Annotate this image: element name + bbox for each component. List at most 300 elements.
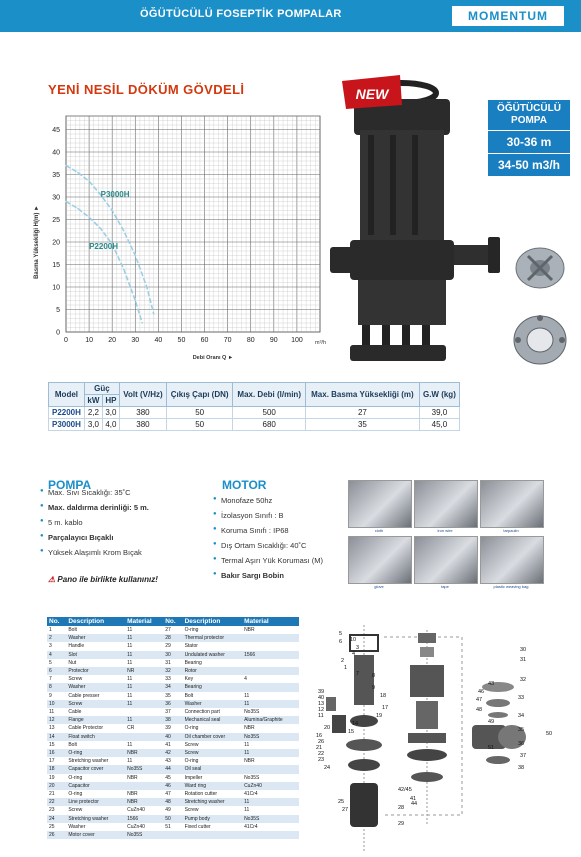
parts-cell <box>242 642 299 650</box>
cell-gw: 45,0 <box>419 419 459 431</box>
parts-cell: 11 <box>242 700 299 708</box>
photo-caption: glove <box>374 584 384 589</box>
parts-cell: 11 <box>127 692 133 699</box>
parts-cell: 45 <box>165 774 171 781</box>
parts-cell: Motor cover <box>66 831 125 839</box>
parts-cell: 39 <box>165 725 171 732</box>
parts-cell: 11 <box>242 749 299 757</box>
parts-cell: 23 <box>49 807 55 814</box>
parts-cell: 14 <box>47 733 66 741</box>
parts-cell: 7 <box>49 676 52 683</box>
th-outlet: Çıkış Çapı (DN) <box>166 383 232 407</box>
cell-flow: 680 <box>233 419 306 431</box>
list-item: ● Max. Sıvı Sıcaklığı: 35˚C <box>40 488 190 497</box>
data-point-p3000h <box>88 181 89 182</box>
data-point-p2200h <box>88 217 89 218</box>
parts-cell: 8 <box>47 683 66 691</box>
parts-cell: NBR <box>125 798 163 806</box>
th-hp: HP <box>102 395 119 407</box>
parts-cell: 33 <box>165 676 171 683</box>
parts-cell: 13 <box>49 725 55 732</box>
performance-chart <box>28 92 328 372</box>
x-tick-label: 30 <box>131 337 140 344</box>
cell-dn: 50 <box>166 407 232 419</box>
parts-cell: Bearing <box>184 659 202 666</box>
warning <box>48 575 158 584</box>
y-axis-label: Basma Yüksekliği H(m) ► <box>34 205 40 279</box>
table-row <box>47 700 299 708</box>
parts-cell: 11 <box>125 716 163 724</box>
warning-icon: ⚠ <box>48 575 56 584</box>
table-row <box>47 757 299 765</box>
data-point-p3000h <box>135 255 136 256</box>
table-row <box>47 659 299 667</box>
spec-title-line2: POMPA <box>511 115 547 126</box>
table-row <box>47 782 299 790</box>
x-tick-label: 40 <box>154 337 163 344</box>
table-row <box>47 634 299 642</box>
parts-cell <box>183 831 243 839</box>
diagram-part-label: 40 <box>318 695 325 701</box>
parts-cell: 47 <box>165 791 171 798</box>
model-table <box>48 382 460 431</box>
parts-cell: Float switch <box>66 733 125 741</box>
parts-cell: Handle <box>68 643 85 650</box>
diagram-part-label: 14 <box>352 721 359 727</box>
parts-cell: 51 <box>165 823 171 830</box>
parts-cell: 11 <box>127 758 133 765</box>
photo-iron-wire <box>414 480 478 528</box>
parts-cell: Stretching washer <box>66 815 125 823</box>
parts-cell: Flange <box>66 716 125 724</box>
parts-cell: 36 <box>163 700 182 708</box>
parts-cell <box>163 831 182 839</box>
parts-cell: 1566 <box>242 651 299 659</box>
parts-cell: Pump body <box>183 815 243 823</box>
table-row <box>47 790 299 798</box>
spec-box <box>488 100 570 176</box>
x-axis-label: Debi Oranı Q ► <box>192 355 234 361</box>
parts-cell: 11 <box>244 692 250 699</box>
parts-cell: CuZn40 <box>127 823 145 830</box>
list-item: ● Koruma Sınıfı : IP68 <box>213 526 348 535</box>
series-label-p3000h: P3000H <box>100 190 130 199</box>
parts-header-1: Description <box>66 617 125 626</box>
diagram-part-label: 23 <box>318 757 325 763</box>
diagram-part-label: 12 <box>318 707 325 713</box>
motor-heading: MOTOR <box>222 478 267 492</box>
diagram-part-label: 22 <box>318 751 325 757</box>
parts-cell: NBR <box>244 627 255 633</box>
table-row <box>47 806 299 814</box>
parts-cell: 16 <box>47 749 66 757</box>
page-title: ÖĞÜTÜCÜLÜ FOSEPTİK POMPALAR <box>140 8 342 20</box>
data-point-p3000h <box>65 165 66 166</box>
y-tick-label: 20 <box>52 239 60 247</box>
parts-cell: 11 <box>242 798 299 806</box>
parts-cell: 1 <box>49 627 52 633</box>
parts-cell: No35S <box>242 733 299 741</box>
cell-hp: 4,0 <box>102 419 119 431</box>
parts-cell: Cable Protector <box>68 725 104 732</box>
photo-caption: tape <box>441 584 449 589</box>
x-tick-label: 80 <box>246 337 255 344</box>
table-row <box>47 675 299 683</box>
parts-cell: Rotation cutter <box>184 791 218 798</box>
parts-cell <box>125 708 163 716</box>
diagram-part-label: 1 <box>344 665 348 671</box>
th-maxhead: Max. Basma Yüksekliği (m) <box>305 383 419 407</box>
parts-cell: Line protector <box>66 798 125 806</box>
x-tick-label: 90 <box>269 337 278 344</box>
diagram-part-label: 11 <box>318 713 324 719</box>
parts-cell: Stator <box>184 643 198 650</box>
parts-cell: 31 <box>165 659 171 666</box>
parts-cell: 40 <box>163 733 182 741</box>
photo-tarpaulin <box>480 480 544 528</box>
parts-cell <box>242 765 299 773</box>
parts-cell: 34 <box>163 683 182 691</box>
x-tick-label: 70 <box>223 337 232 344</box>
parts-cell: 19 <box>49 774 55 781</box>
x-axis-unit: m³/h <box>315 340 326 346</box>
parts-header-4: Description <box>183 617 243 626</box>
parts-cell: Oil seal <box>183 765 243 773</box>
parts-cell: O-ring <box>66 749 125 757</box>
parts-cell: NR <box>125 667 163 675</box>
photo-tape <box>414 536 478 584</box>
cell-head: 35 <box>305 419 419 431</box>
data-point-p3000h <box>77 172 78 173</box>
parts-cell: 20 <box>47 782 66 790</box>
diagram-part-label: 44 <box>411 801 418 807</box>
data-point-p2200h <box>123 268 124 269</box>
y-tick-label: 35 <box>52 172 60 179</box>
diagram-part-label: 25 <box>338 799 345 805</box>
parts-cell: 18 <box>47 765 66 773</box>
parts-cell: 12 <box>47 716 66 724</box>
data-point-p3000h <box>123 230 124 231</box>
diagram-part-label: 49 <box>488 719 495 725</box>
diagram-part-label: 6 <box>339 639 343 645</box>
parts-cell: O-ring <box>68 791 83 798</box>
parts-cell: 11 <box>127 627 133 633</box>
parts-cell: Connection part <box>184 709 220 716</box>
th-kw: kW <box>84 395 102 407</box>
new-badge: NEW <box>355 86 389 102</box>
th-gw: G.W (kg) <box>419 383 459 407</box>
parts-cell: Stretching washer <box>68 758 109 765</box>
parts-cell: 15 <box>49 741 55 748</box>
cell-head: 27 <box>305 407 419 419</box>
parts-cell <box>125 733 163 741</box>
parts-header-2: Material <box>125 617 163 626</box>
parts-cell: 4 <box>244 676 247 683</box>
parts-cell <box>242 659 299 667</box>
diagram-part-label: 3 <box>356 645 360 651</box>
diagram-part-label: 26 <box>318 739 325 745</box>
y-tick-label: 0 <box>56 329 60 337</box>
parts-cell: O-ring <box>68 774 83 781</box>
parts-cell <box>242 634 299 642</box>
parts-cell: NBR <box>244 725 255 732</box>
parts-cell: 22 <box>47 798 66 806</box>
parts-cell: Impeller <box>184 774 203 781</box>
parts-cell: 41Cr4 <box>244 791 258 798</box>
diagram-part-label: 17 <box>382 705 389 711</box>
diagram-part-label: 5 <box>339 631 343 637</box>
parts-cell: No35S <box>125 765 163 773</box>
parts-cell: 11 <box>125 683 163 691</box>
x-tick-label: 20 <box>108 337 117 344</box>
parts-cell: Washer <box>66 634 125 642</box>
parts-cell: NBR <box>127 774 138 781</box>
parts-cell: 44 <box>163 765 182 773</box>
pompa-heading: POMPA <box>48 478 92 492</box>
parts-table <box>47 617 299 839</box>
parts-cell: 41 <box>165 741 171 748</box>
parts-cell: Cable <box>68 709 82 716</box>
parts-cell: 11 <box>49 709 55 716</box>
diagram-part-label: 7 <box>356 671 360 677</box>
parts-cell: Bolt <box>184 692 194 699</box>
list-item: ● Dış Ortam Sıcaklığı: 40˚C <box>213 541 348 550</box>
parts-cell: 10 <box>47 700 66 708</box>
cell-flow: 500 <box>233 407 306 419</box>
parts-cell: Bearing <box>183 683 243 691</box>
diagram-part-label: 37 <box>520 753 527 759</box>
table-row <box>49 419 460 431</box>
parts-cell: Mechanical seal <box>183 716 243 724</box>
parts-header-5: Material <box>242 617 299 626</box>
table-row <box>47 733 299 741</box>
diagram-part-label: 2 <box>341 658 345 664</box>
parts-cell: Protector <box>66 667 125 675</box>
table-row <box>47 683 299 691</box>
parts-cell: 46 <box>163 782 182 790</box>
table-row <box>47 651 299 659</box>
parts-cell: 11 <box>127 741 133 748</box>
parts-cell: O-ring <box>184 758 199 765</box>
parts-cell: 38 <box>163 716 182 724</box>
parts-cell: 28 <box>163 634 182 642</box>
diagram-part-label: 4 <box>352 651 356 657</box>
subtitle: YENİ NESİL DÖKÜM GÖVDELİ <box>48 82 245 97</box>
y-tick-label: 40 <box>52 149 60 157</box>
data-point-p2200h <box>135 300 136 301</box>
diagram-part-label: 8 <box>372 673 376 679</box>
parts-cell: 49 <box>165 807 171 814</box>
table-row <box>47 716 299 724</box>
cutter-part-image <box>508 238 573 298</box>
parts-cell: 43 <box>165 758 171 765</box>
parts-cell: O-ring <box>184 627 199 633</box>
cell-kw: 3,0 <box>84 419 102 431</box>
list-item: ● İzolasyon Sınıfı : B <box>213 511 348 520</box>
diagram-part-label: 33 <box>518 695 525 701</box>
parts-header-3: No. <box>163 617 182 626</box>
diagram-part-label: 13 <box>318 701 325 707</box>
parts-cell: Capacitor <box>66 782 125 790</box>
table-row <box>47 708 299 716</box>
parts-cell: No35S <box>244 709 260 716</box>
diagram-part-label: 48 <box>476 707 483 713</box>
table-row <box>47 667 299 675</box>
parts-cell: O-ring <box>184 725 199 732</box>
cell-volt: 380 <box>119 419 166 431</box>
data-point-p3000h <box>146 286 147 287</box>
parts-cell: CR <box>127 725 135 732</box>
parts-cell: 6 <box>47 667 66 675</box>
exploded-diagram <box>312 625 577 853</box>
parts-cell: 11 <box>125 651 163 659</box>
parts-cell: 1566 <box>125 815 163 823</box>
parts-cell: 17 <box>49 758 55 765</box>
photo-glove <box>348 536 412 584</box>
motor-list <box>213 496 348 586</box>
diagram-part-label: 27 <box>342 807 349 813</box>
parts-cell: NBR <box>244 758 255 765</box>
table-row <box>47 741 299 749</box>
table-row <box>47 823 299 831</box>
y-tick-label: 25 <box>52 217 60 224</box>
warning-text: Pano ile birlikte kullanınız! <box>57 575 158 584</box>
cell-volt: 380 <box>119 407 166 419</box>
diagram-part-label: 35 <box>518 727 525 733</box>
parts-cell: Oil chamber cover <box>183 733 243 741</box>
th-model: Model <box>49 383 85 407</box>
list-item: ● Termal Aşırı Yük Koruması (M) <box>213 556 348 565</box>
diagram-part-label: 36 <box>518 741 525 747</box>
parts-cell: CuZn40 <box>242 782 299 790</box>
diagram-part-label: 10 <box>350 637 357 643</box>
parts-cell: Screw <box>183 749 243 757</box>
table-row <box>47 831 299 839</box>
parts-cell: Undulated washer <box>183 651 243 659</box>
diagram-part-label: 18 <box>380 693 387 699</box>
diagram-part-label: 42/45 <box>398 787 412 793</box>
y-tick-label: 15 <box>52 262 60 269</box>
table-row <box>47 774 299 782</box>
table-row <box>47 765 299 773</box>
parts-cell: Screw <box>68 676 83 683</box>
y-tick-label: 45 <box>52 127 60 134</box>
cell-hp: 3,0 <box>102 407 119 419</box>
parts-cell: Cable presser <box>68 692 100 699</box>
parts-cell: Screw <box>68 807 83 814</box>
diagram-part-label: 34 <box>518 713 525 719</box>
diagram-part-label: 46 <box>478 689 485 695</box>
th-power: Güç <box>84 383 119 395</box>
parts-cell: 35 <box>165 692 171 699</box>
diagram-part-label: 15 <box>348 729 355 735</box>
th-maxflow: Max. Debi (l/min) <box>233 383 306 407</box>
parts-cell: 41Cr4 <box>244 823 258 830</box>
parts-cell: 11 <box>127 676 133 683</box>
photo-cloth <box>348 480 412 528</box>
parts-cell: Ward ring <box>183 782 243 790</box>
parts-cell: 11 <box>127 643 133 650</box>
list-item: ● Parçalayıcı Bıçaklı <box>40 533 190 542</box>
parts-cell: Thermal protector <box>183 634 243 642</box>
parts-cell: 32 <box>163 667 182 675</box>
parts-cell: Stretching washer <box>183 798 243 806</box>
diagram-part-label: 39 <box>318 689 325 695</box>
parts-cell: 42 <box>163 749 182 757</box>
cell-model: P3000H <box>49 419 85 431</box>
diagram-part-label: 9 <box>372 685 376 691</box>
data-point-p2200h <box>65 201 66 202</box>
diagram-part-label: 21 <box>316 745 323 751</box>
table-row <box>47 692 299 700</box>
parts-cell: Capacitor cover <box>66 765 125 773</box>
list-item: ● Bakır Sargı Bobin <box>213 571 348 580</box>
parts-cell: No35S <box>125 831 163 839</box>
list-item: ● 5 m. kablo <box>40 518 190 527</box>
parts-cell: 4 <box>47 651 66 659</box>
data-point-p2200h <box>77 208 78 209</box>
parts-cell: 30 <box>163 651 182 659</box>
flange-part-image <box>508 305 573 375</box>
diagram-part-label: 16 <box>316 733 323 739</box>
cell-gw: 39,0 <box>419 407 459 419</box>
table-row <box>47 642 299 650</box>
data-point-p2200h <box>100 228 101 229</box>
diagram-part-label: 50 <box>546 731 553 737</box>
parts-cell: Nut <box>68 659 77 666</box>
diagram-part-label: 47 <box>476 697 483 703</box>
parts-cell: 3 <box>49 643 52 650</box>
diagram-part-label: 19 <box>376 713 383 719</box>
parts-cell: 29 <box>165 643 171 650</box>
diagram-part-label: 30 <box>520 647 527 653</box>
parts-cell: Washer <box>68 823 86 830</box>
parts-cell: Washer <box>66 683 125 691</box>
parts-cell: Bolt <box>68 627 77 633</box>
parts-cell: 5 <box>49 659 52 666</box>
parts-cell: 9 <box>49 692 52 699</box>
parts-cell: 50 <box>163 815 182 823</box>
parts-cell: 11 <box>127 659 133 666</box>
list-item: ● Monofaze 50hz <box>213 496 348 505</box>
cell-model: P2200H <box>49 407 85 419</box>
diagram-part-label: 51 <box>488 745 495 751</box>
diagram-part-label: 20 <box>324 725 331 731</box>
parts-cell: NBR <box>125 749 163 757</box>
photo-caption: tarpaulin <box>503 528 519 533</box>
parts-cell: Rotor <box>183 667 243 675</box>
diagram-part-label: 28 <box>398 805 405 811</box>
parts-cell <box>242 667 299 675</box>
x-tick-label: 60 <box>200 337 209 344</box>
diagram-part-label: 41 <box>410 796 417 802</box>
parts-cell: 21 <box>49 791 55 798</box>
parts-cell: Screw <box>184 741 199 748</box>
diagram-part-label: 31 <box>520 657 527 663</box>
parts-header-0: No. <box>47 617 66 626</box>
diagram-part-label: 24 <box>324 765 331 771</box>
spec-head: 30-36 m <box>488 131 570 154</box>
data-point-p3000h <box>153 313 154 314</box>
pump-image <box>330 75 510 370</box>
photo-caption: cloth <box>374 528 384 533</box>
cell-kw: 2,2 <box>84 407 102 419</box>
parts-cell: 11 <box>125 634 163 642</box>
parts-cell: No35S <box>244 774 260 781</box>
y-tick-label: 5 <box>56 307 60 314</box>
parts-cell: 48 <box>163 798 182 806</box>
photo-caption: iron wire <box>437 528 453 533</box>
